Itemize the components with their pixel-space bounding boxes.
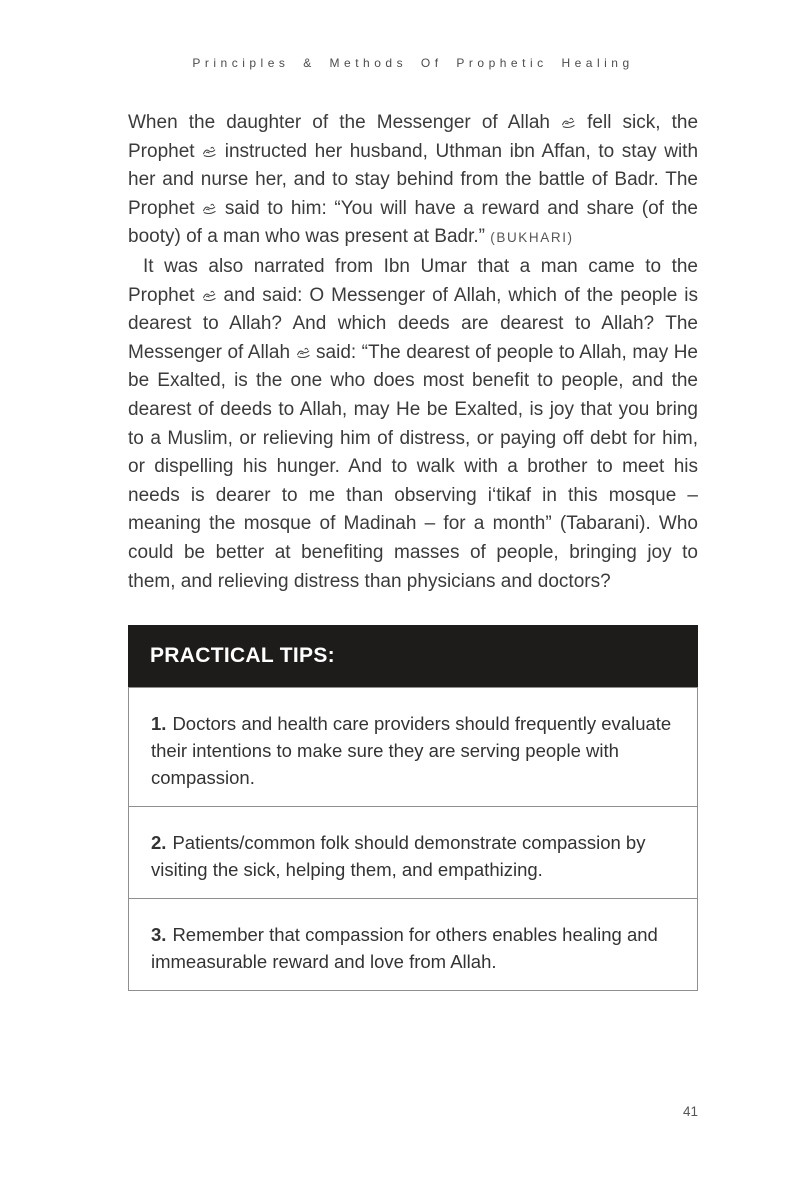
salawat-symbol-icon xyxy=(202,202,217,215)
salawat-symbol-icon xyxy=(202,289,217,302)
citation-source: (BUKHARI) xyxy=(490,230,574,246)
salawat-symbol-icon xyxy=(296,346,311,359)
tip-text xyxy=(151,829,673,883)
running-header: Principles & Methods Of Prophetic Healing xyxy=(192,56,634,70)
text-run: It was also narrated from Ibn Umar that a man came to the Prophet xyxy=(128,255,698,306)
text-run: When the daughter of the Messenger of Allah xyxy=(128,112,562,133)
paragraph-1 xyxy=(128,109,698,253)
tip-text xyxy=(151,710,673,791)
text-run: instructed her husband, Uthman ibn Affan, to stay with her and nurse her, and to stay behind from the battle of Badr. The Prophet xyxy=(128,140,699,219)
tip-item-2 xyxy=(128,806,698,899)
salawat-symbol-icon xyxy=(202,145,217,158)
tip-text xyxy=(151,921,673,975)
tip-item-3 xyxy=(128,898,698,991)
tip-item-1 xyxy=(128,687,698,807)
tip-number: 3. xyxy=(151,924,167,945)
practical-tips-title: PRACTICAL TIPS: xyxy=(150,644,335,667)
tip-number: 1. xyxy=(151,713,167,734)
page-number: 41 xyxy=(682,1104,698,1119)
text-run: fell sick, the Prophet xyxy=(128,112,699,162)
practical-tips-box xyxy=(128,625,698,991)
paragraph-2 xyxy=(128,253,698,596)
text-run: said to him: “You will have a reward and share (of the booty) of a man who was present at Badr.” xyxy=(128,197,699,248)
tip-body: Remember that compassion for others enables healing and immeasurable reward and love from Allah. xyxy=(151,924,658,972)
tip-body: Doctors and health care providers should frequently evaluate their intentions to make sure they are serving people with compassion. xyxy=(151,713,672,788)
text-run: said: “The dearest of people to Allah, may He be Exalted, is the one who does most benefit to people, and the dearest of deeds to Allah, may He be Exalted, is joy that you bring to a Muslim, or relieving him of distress, or paying off debt for him, or dispelling his hunger. And to walk with a brother to meet his needs is dearer to me than observing i‘tikaf in this mosque – meaning the mosque of Madinah – for a month” (Tabarani). Who could be better at benefiting masses of people, bringing joy to them, and relieving distress than physicians and doctors? xyxy=(128,341,698,592)
tip-body: Patients/common folk should demonstrate compassion by visiting the sick, helping them, and empathizing. xyxy=(151,832,646,880)
text-run: and said: O Messenger of Allah, which of the people is dearest to Allah? And which deeds are dearest to Allah? The Messenger of Allah xyxy=(128,284,699,363)
tip-number: 2. xyxy=(151,832,167,853)
salawat-symbol-icon xyxy=(561,116,576,129)
body-text xyxy=(128,109,698,596)
practical-tips-header xyxy=(128,625,698,687)
